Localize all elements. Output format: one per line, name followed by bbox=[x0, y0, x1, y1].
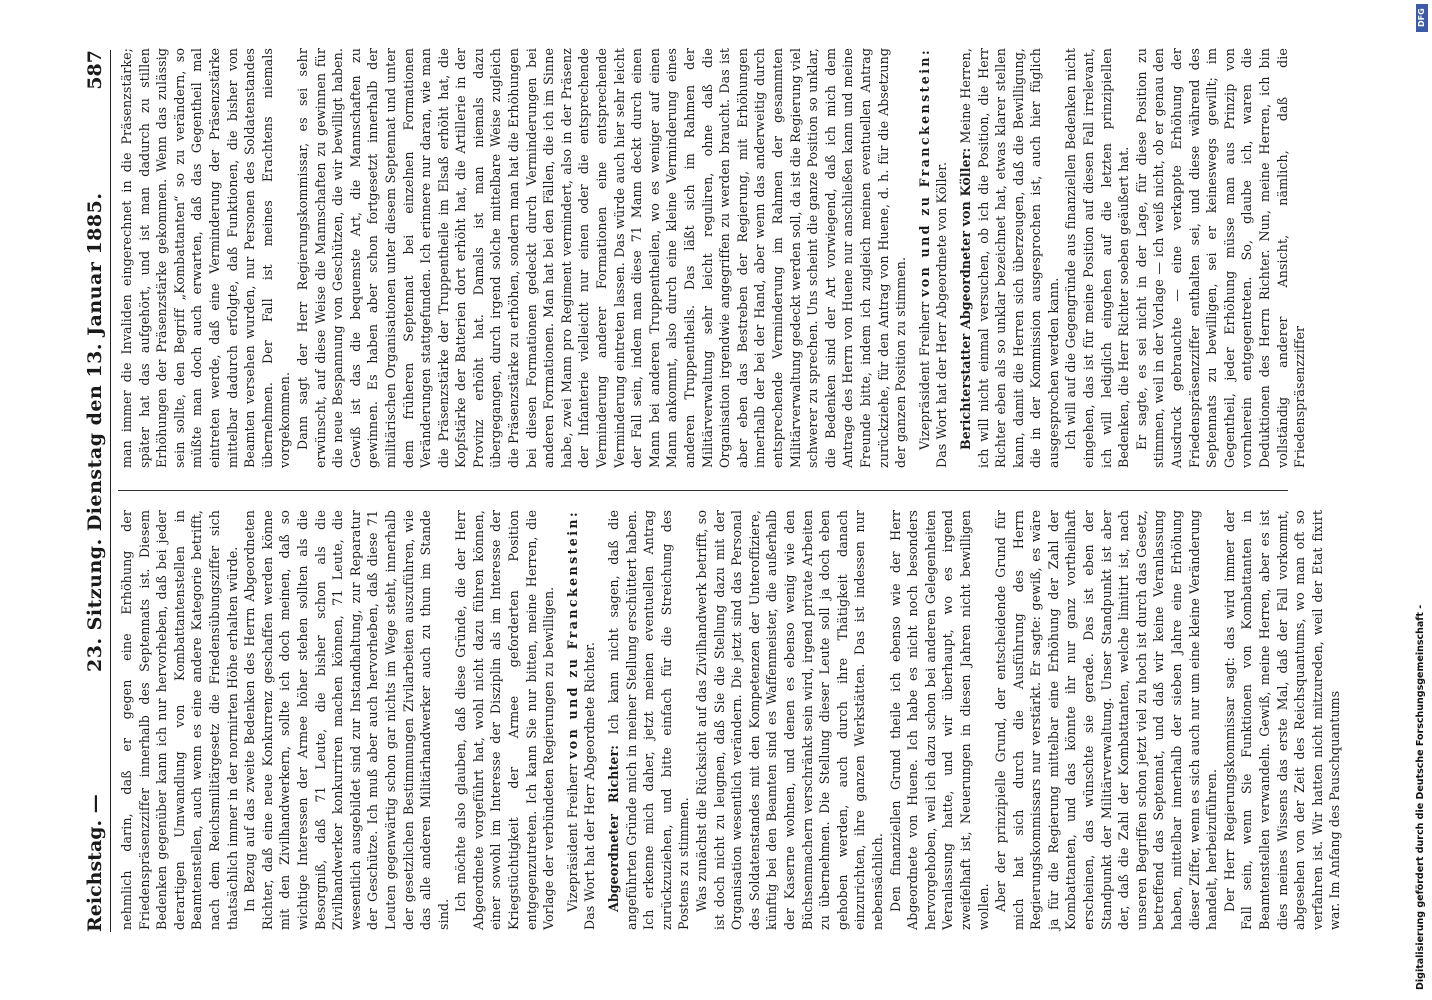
speaker-name: von und zu Franckenstein: bbox=[564, 510, 580, 759]
paragraph: Aber der prinzipielle Grund, der entscheidende Grund für mich hat sich durch die Ausführung des Herrn Regierungskommissars nur verstärkt. Er sagte: gewiß, es wäre ja für die Regierung mittelbar eine Erhöhung der Zahl der Kombattanten, und das könnte ihr nur ganz vortheilhaft erscheinen, das wünschte sie gerade. Das ist eben der Standpunkt der Militärverwaltung. Unser Standpunkt ist aber der, daß die Zahl der Kombattanten, welche limitirt ist, nach unseren Begriffen schon jetzt viel zu hoch ist durch das Gesetz, betreffend das Septennat, und daß wir keine Veranlassung haben, mittelbar innerhalb der sieben Jahre eine Erhöhung dieser Ziffer, wenn es sich auch nur um eine kleine Veränderung handelt, herbeizuführen. bbox=[993, 510, 1220, 930]
header-title: 23. Sitzung. Dienstag den 13. Januar 1885. bbox=[84, 192, 106, 672]
left-column bbox=[118, 509, 1343, 930]
dfg-logo: DFG bbox=[1416, 4, 1428, 32]
page-header bbox=[84, 50, 111, 932]
speaker-intro bbox=[916, 48, 951, 468]
speaker-intro bbox=[605, 510, 693, 930]
paragraph: Den finanziellen Grund theile ich ebenso wie der Herr Abgeordnete von Huene. Ich habe es nicht noch besonders hervorgehoben, weil ich dazu schon bei anderen Gelegenheiten Veranlassung hatte, und wir überhaupt, wo es irgend zweifelhaft ist, Neuerungen in diesen Jahren nicht bewilligen wollen. bbox=[887, 510, 991, 930]
column-divider bbox=[118, 490, 1288, 491]
paragraph: nehmlich darin, daß er gegen eine Erhöhung der Friedenspräsenzziffer innerhalb des Septennats ist. Diesem Bedenken gegenüber kann ich nur hervorheben, daß bei jeder derartigen Umwandlung von Kombattantenstellen in Beamtenstellen, auch wenn es eine andere Kategorie betrifft, nach dem Reichsmilitärgesetz die Friedensübungsziffer sich thatsächlich immer in der normirten Höhe erhalten würde. bbox=[119, 510, 240, 930]
header-left: Reichstag. — bbox=[84, 794, 106, 932]
paragraph: Ich will auf die Gegengründe aus finanziellen Bedenken nicht eingehen, das ist für meine Position auf diesen Fall irrelevant, ich will lediglich eingehen auf die letzten prinzipiellen Bedenken, die Herr Richter soeben geäußert hat. bbox=[1063, 48, 1132, 468]
speaker-intro bbox=[957, 48, 1063, 468]
speaker-role: Vizepräsident Freiherr bbox=[916, 301, 932, 450]
paragraph: Ich möchte also glauben, daß diese Gründe, die der Herr Abgeordnete vorgeführt hat, wohl nicht dazu führen können, einer sowohl im Interesse der Disziplin als im Interesse der Kriegstüchtigkeit der Armee geforderten Position entgegenzutreten. Ich kann Sie nur bitten, meine Herren, die Vorlage der verbündeten Regierungen zu bewilligen. bbox=[453, 510, 557, 930]
paragraph: Der Herr Regierungskommissar sagt: das wird immer der Fall sein, wenn Sie Funktionen von Kombattanten in Beamtenstellen verwandeln. Gewiß, meine Herren, aber es ist dies meines Wissens das erste Mal, daß der Fall vorkommt, abgesehen von der Zeit des Reichsquantums, wo man oft so verfahren ist. Wir hatten nicht mitzureden, weil der Etat fixirt war. Im Anfang des Pauschquantums bbox=[1221, 510, 1343, 930]
paragraph: In Bezug auf das zweite Bedenken des Herrn Abgeordneten Richter, daß eine neue Konkurrenz geschaffen werden könne mit den Zivilhandwerkern, sollte ich doch meinen, daß so wichtige Interessen der Armee höher stehen sollten als die Besorgniß, daß 71 Leute, die bisher schon als die Zivilhandwerker konkurriren machen können, 71 Leute, die wesentlich ausgebildet sind zur Instandhaltung, zur Reparatur der Geschütze. Ich muß aber auch hervorheben, daß diese 71 Leuten gegenwärtig schon gar nichts im Wege steht, innerhalb der gesetzlichen Bestimmungen Zivilarbeiten auszuführen, wie das alle anderen Militärhandwerker auch zu thun im Stande sind. bbox=[242, 510, 451, 930]
rotated-page-content bbox=[66, 20, 1366, 980]
page-number: 587 bbox=[84, 50, 106, 90]
speaker-intro bbox=[564, 510, 599, 930]
speaker-text: Meine Herren, ich will nicht einmal versuchen, ob ich die Position, die Herr Richter eben als so unklar bezeichnet hat, etwas klarer stellen kann, damit die Herren sich überzeugen, daß die Bewilligung, die in der Kommission ausgesprochen ist, auch hier füglich ausgesprochen werden kann. bbox=[957, 48, 1061, 468]
digitization-credit: Digitalisierung gefördert durch die Deutsche Forschungsgemeinschaft - bbox=[1415, 604, 1426, 990]
paragraph: Was zunächst die Rücksicht auf das Zivilhandwerk betrifft, so ist doch nicht zu leugnen, daß Sie die Stellung dazu mit der Organisation wesentlich verändern. Die jetzt sind das Personal des Soldatenstandes mit den Kompetenzen der Unteroffiziere, künftig bei den Beamten sind es Waffenmeister, die außerhalb der Kaserne wohnen, und denen es ebenso wenig wie den Büchsenmachern verschränkt sein wird, irgend private Arbeiten zu übernehmen. Die Stellung dieser Leute soll ja doch eben gehoben werden, auch durch ihre Thätigkeit danach einzurichten, ihre ganzen Werkstätten. Das ist indessen nur nebensächlich. bbox=[694, 510, 885, 930]
speaker-text: Das Wort hat der Herr Abgeordnete von Köller. bbox=[934, 161, 950, 468]
speaker-text: Ich kann nicht sagen, daß die angeführten Gründe mich in meiner Stellung erschüttert haben. Ich erkenne mich daher, jetzt meinen eventuellen Antrag zurückzuziehen, und bitte einfach für die Streichung des Postens zu stimmen. bbox=[606, 509, 692, 930]
paragraph: Er sagte, es sei nicht in der Lage, für diese Position zu stimmen, weil in der Vorlage — ich weiß nicht, ob er genau den Ausdruck gebrauchte — eine verkappte Erhöhung der Friedenspräsenzziffer enthalten sei, und diese während des Septennats zu bewilligen, sei er keineswegs gewillt; im Gegentheil, jeder Erhöhung müsse man aus Prinzip von vornherein entgegentreten. So, glaube ich, waren die Deduktionen des Herrn Richter. Nun, meine Herren, ich bin vollständig anderer Ansicht, nämlich, daß die Friedenspräsenzziffer bbox=[1133, 48, 1308, 468]
right-column bbox=[118, 48, 1308, 468]
speaker-name: Abgeordneter Richter: bbox=[606, 744, 622, 912]
speaker-name: von und zu Franckenstein: bbox=[916, 48, 932, 297]
speaker-role: Vizepräsident Freiherr bbox=[564, 763, 580, 912]
paragraph: Dann sagt der Herr Regierungskommissar, es sei sehr erwünscht, auf diese Weise die Mannschaften zu gewinnen für die neue Bespannung von Geschützen, die wir bewilligt haben. Gewiß ist das die bequemste Art, die Mannschaften zu gewinnen. Es haben aber schon fortgesetzt innerhalb der militärischen Organisationen unter diesem Septennat und unter dem früheren Septennat bei einzelnen Formationen Veränderungen stattgefunden. Ich erinnere nur daran, wie man die Präsenzstärke der Truppentheile im Elsaß erhöht hat, die Kopfstärke der Batterien dort erhöht hat, die Artillerie in der Provinz erhöht hat. Damals ist man niemals dazu übergegangen, durch irgend solche mittelbare Weise zugleich die Präsenzstärke zu erhöhen, sondern man hat die Erhöhungen bei diesen Formationen gedeckt durch Verminderungen bei anderen Formationen. Man hat bei den Fällen, die ich im Sinne habe, zwei Mann pro Regiment vermindert, also in der Präsenz der Infanterie vielleicht nur einen oder die entsprechende Verminderung anderer Formationen eine entsprechende Verminderung eintreten lassen. Das würde auch hier sehr leicht der Fall sein, indem man diese 71 Mann deckt durch einen Mann bei anderen Truppentheilen, wo es weniger auf einen Mann ankommt, also durch eine kleine Verminderung eines anderen Truppentheils. Das läßt sich im Rahmen der Militärverwaltung sehr leicht reguliren, ohne daß die Organisation irgendwie angegriffen zu werden braucht. Das ist aber eben das Bestreben der Regierung, mit Erhöhungen innerhalb der bei der Hand, aber wenn das anderweitig durch entsprechende Verminderung im Rahmen der gesammten Militärverwaltung gedeckt werden soll, da ist die Regierung viel schwerer zu sprechen. Uns scheint die ganze Position so unklar, die Bedenken sind der Art vorwiegend, daß ich mich dem Antrage des Herrn von Huene nur anschließen kann und meine Freunde bitte, indem ich zugleich meinen eventuellen Antrag zurückziehe, für den Antrag von Huene, d. h. für die Absetzung der ganzen Position zu stimmen. bbox=[294, 48, 909, 468]
speaker-name: Berichterstatter Abgeordneter von Köller: bbox=[957, 147, 973, 450]
speaker-text: Das Wort hat der Herr Abgeordnete Richter. bbox=[582, 642, 598, 930]
paragraph: man immer die Invaliden eingerechnet in die Präsenzstärke; später hat das aufgehört, und ist man dadurch zu stillen Erhöhungen der Präsenzstärke gekommen. Wenn das zulässig sein sollte, den Begriff „Kombattanten“ so zu verändern, so müßte man doch auch erwarten, daß das Gegentheil mal eintreten werde, daß eine Verminderung der Präsenzstärke mittelbar dadurch erfolgte, daß Funktionen, die bisher von Beamten versehen wurden, nur Personen des Soldatenstandes übernehmen. Der Fall ist meines Erachtens niemals vorgekommen. bbox=[119, 48, 293, 468]
